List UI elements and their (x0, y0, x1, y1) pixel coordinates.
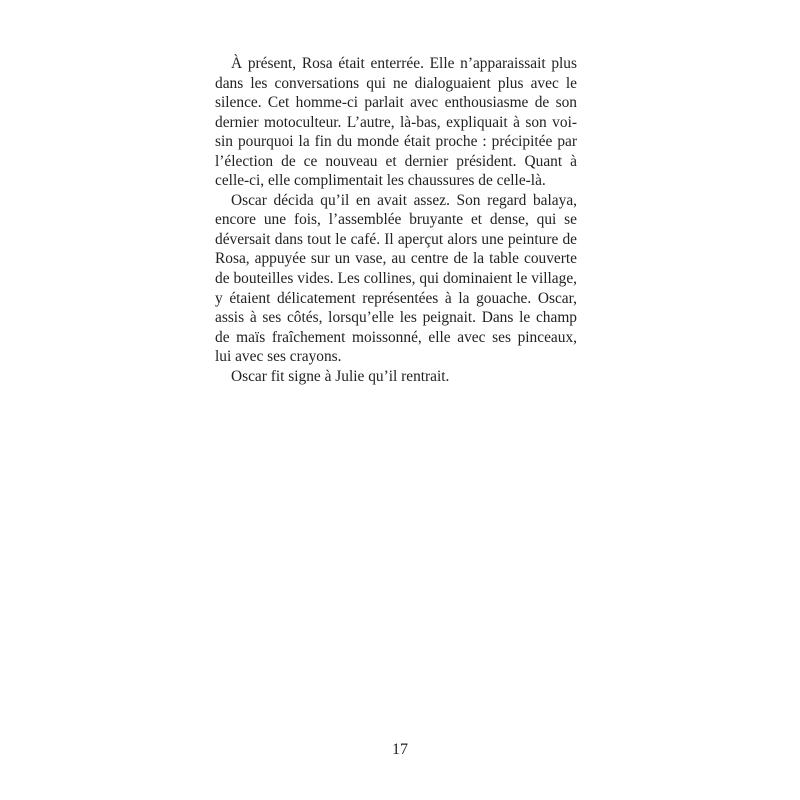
page-number: 17 (392, 741, 408, 758)
paragraph-3: Oscar fit signe à Julie qu’il rentrait. (231, 367, 450, 385)
paragraph-1: À présent, Rosa était enterrée. Elle n’apparaissait plus dans les conversations qui ne dialoguaient plus avec le silence. Cet homme-ci parlait avec enthousiasme de son dernier motoculteur. L’autre, là-bas, expliquait à son voisin pourquoi la fin du monde était proche : précipitée par l’élection de ce nouveau et dernier président. Quant à celle-ci, elle complimentait les chaussures de celle-là. (215, 55, 577, 190)
paragraph-2: Oscar décida qu’il en avait assez. Son regard balaya, encore une fois, l’assemblée bruyante et dense, qui se déversait dans tout le café. Il aperçut alors une peinture de Rosa, appuyée sur un vase, au centre de la table couverte de bouteilles vides. Les collines, qui dominaient le village, y étaient délicatement représentées à la gouache. Oscar, assis à ses côtés, lorsqu’elle les peignait. Dans le champ de maïs fraîchement moissonné, elle avec ses pinceaux, lui avec ses crayons. (215, 191, 577, 366)
body-text (215, 54, 577, 386)
